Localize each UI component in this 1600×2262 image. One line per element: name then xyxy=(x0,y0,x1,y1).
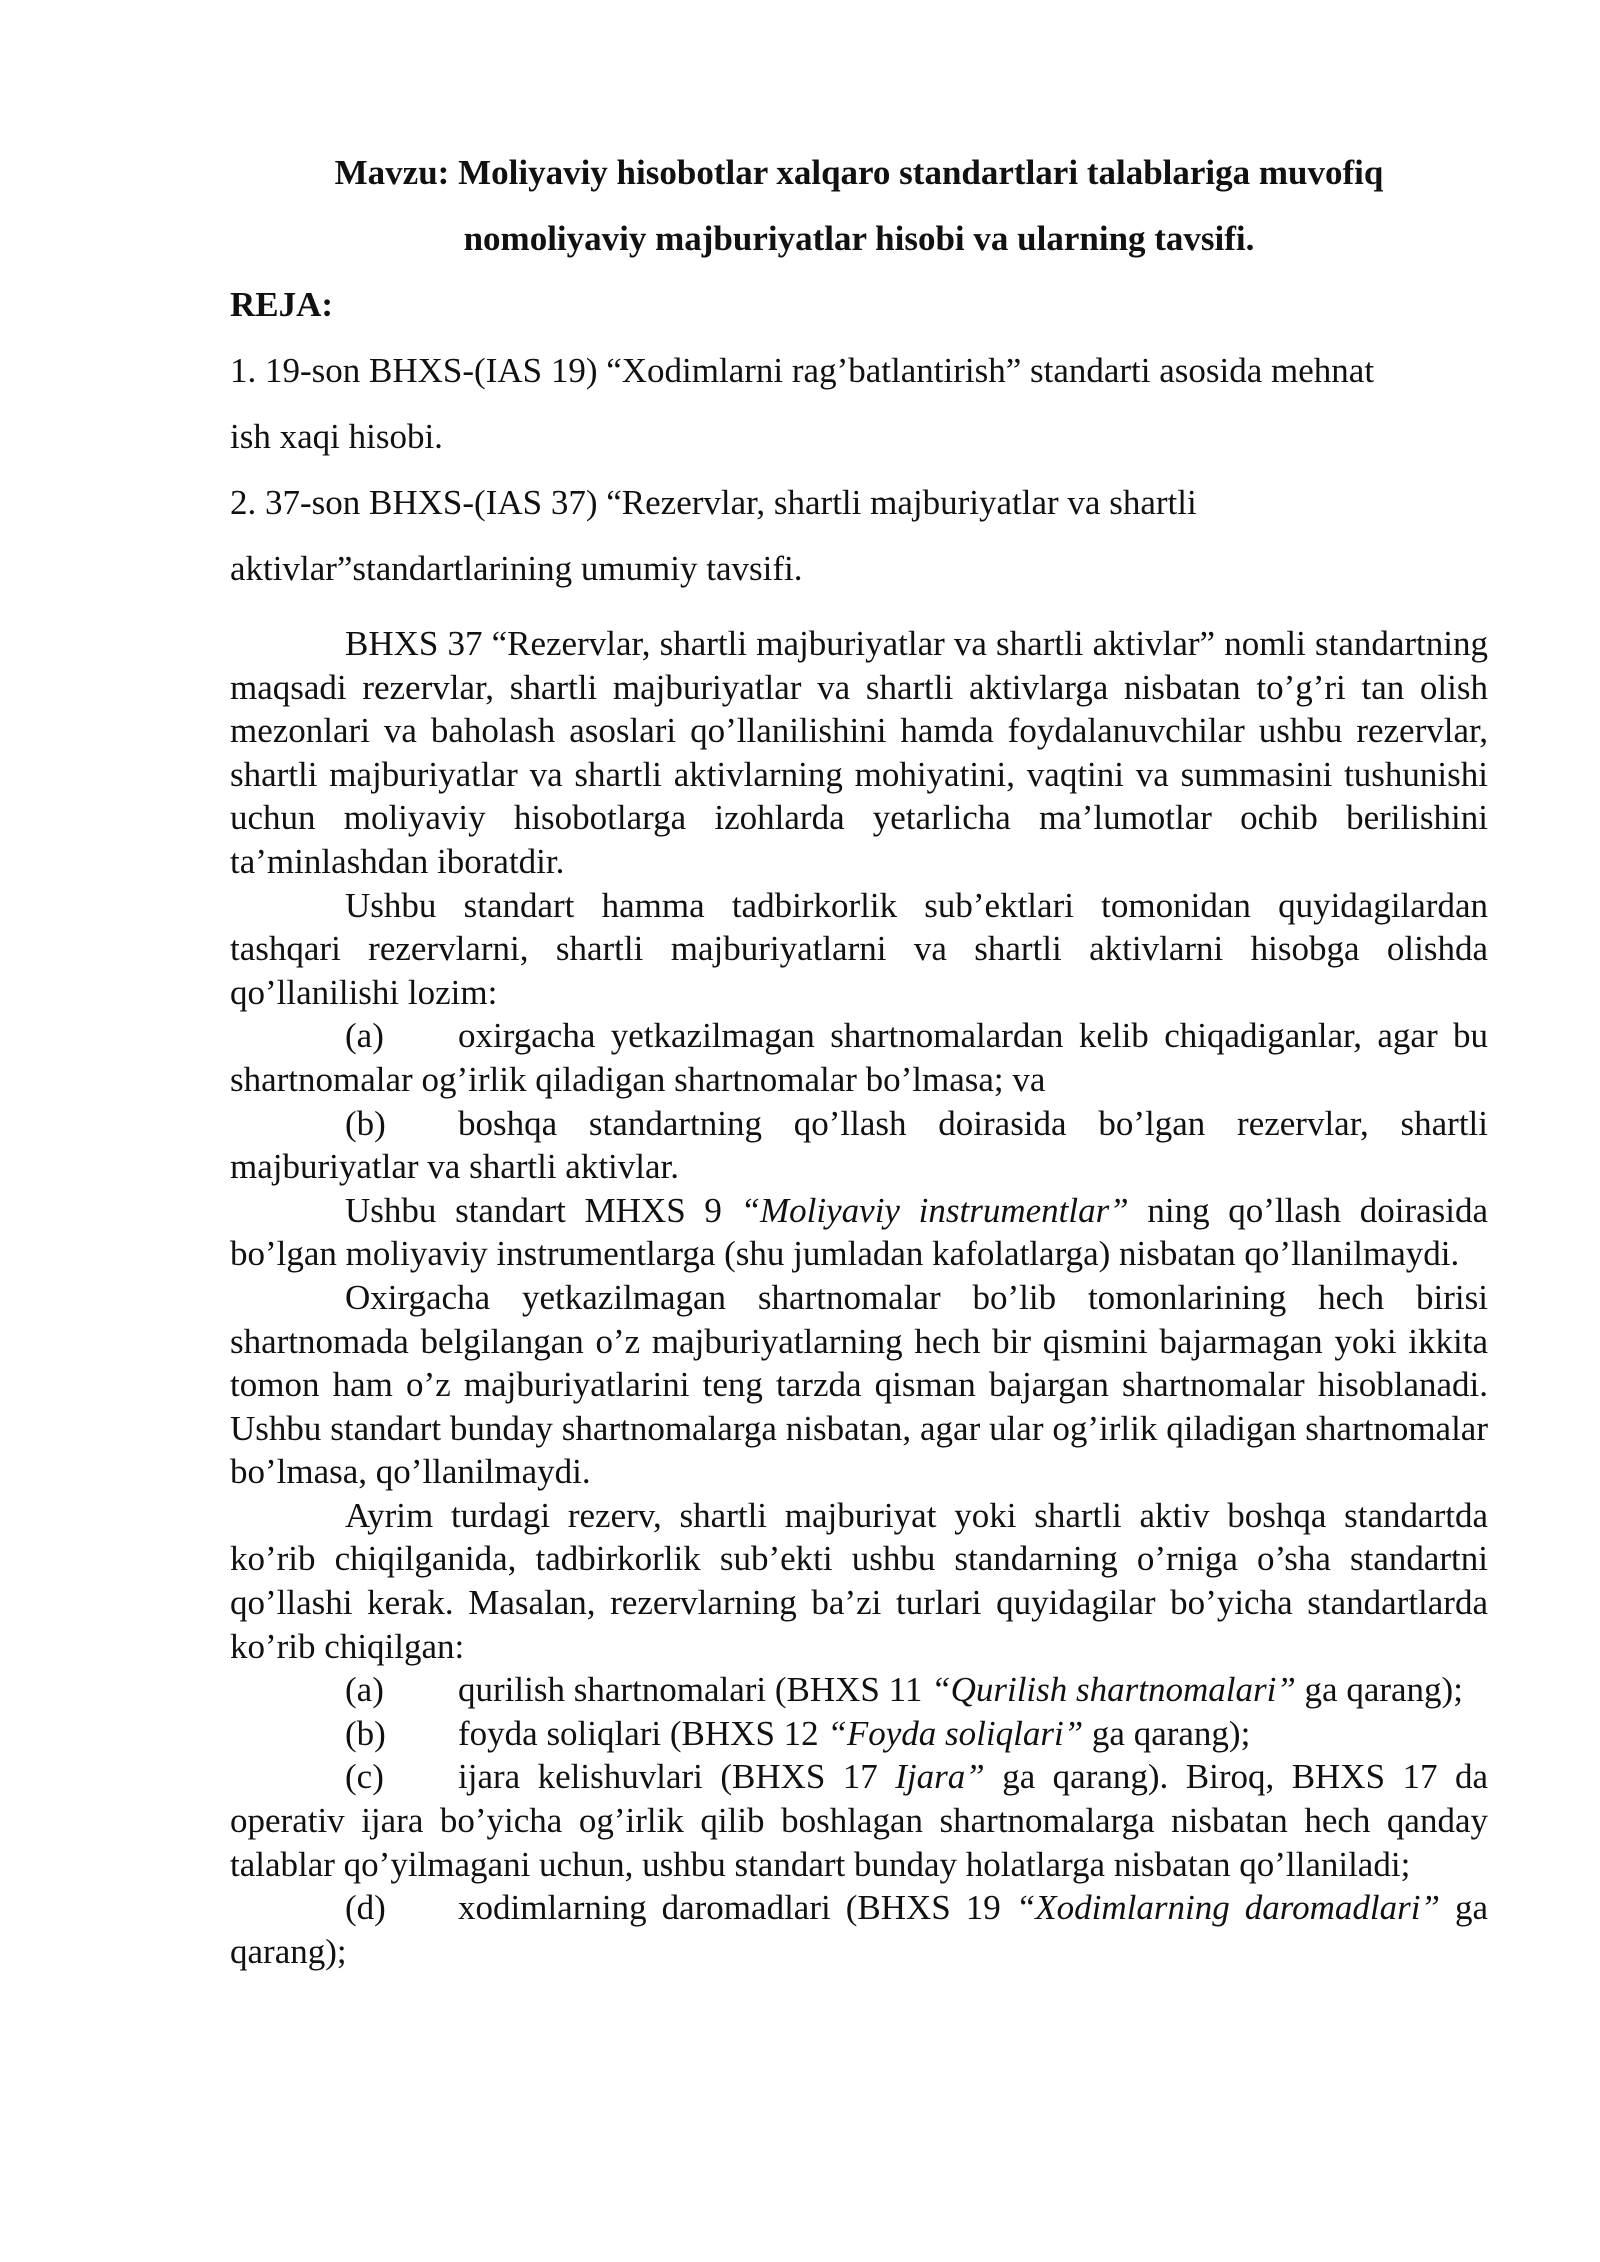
list-marker: (b) xyxy=(345,1103,386,1143)
list-marker: (a) xyxy=(345,1670,384,1710)
text-run: ga qarang); xyxy=(230,1888,1488,1971)
italic-title: “Xodimlarning daromadlari” xyxy=(1015,1888,1440,1928)
plan-item-1-line-2: ish xaqi hisobi. xyxy=(230,417,443,456)
paragraph-1: BHXS 37 “Rezervlar, shartli majburiyatlar va shartli aktivlar” nomli standartning maqsadi rezervlar, shartli majburiyatlar va shartli aktivlarga nisbatan to’g’ri tan olish mezonlari va baholash asoslari qo’llanilishini hamda foydalanuvchilar ushbu rezervlar, shartli majburiyatlar va shartli aktivlarning mohiyatini, vaqtini va summasini tushunishi uchun moliyaviy hisobotlarga izohlarda yetarlicha ma’lumotlar ochib berilishini ta’minlashdan iboratdir. xyxy=(230,624,1488,881)
italic-title: Ijara” xyxy=(895,1757,985,1797)
list-marker: (a) xyxy=(345,1016,384,1056)
list2-item-d xyxy=(230,1886,1488,1973)
italic-title: “Qurilish shartnomalari” xyxy=(931,1670,1296,1710)
list1-item-b xyxy=(230,1102,1488,1189)
plan-heading: REJA: xyxy=(230,285,334,324)
list-marker: (c) xyxy=(345,1757,384,1797)
text-run: xodimlarning daromadlari (BHXS 19 xyxy=(458,1888,1016,1928)
list-item-text: boshqa standartning qo’llash doirasida bo’lgan rezervlar, shartli majburiyatlar va shartli aktivlar. xyxy=(230,1103,1488,1187)
text-run: ijara kelishuvlari (BHXS 17 xyxy=(458,1757,896,1797)
list2-item-a xyxy=(230,1668,1488,1712)
text-run: ga qarang). Biroq, BHXS 17 da operativ ijara bo’yicha og’irlik qilib boshlagan shartnomalarga nisbatan hech qanday talablar qo’yilmagani uchun, ushbu standart bunday holatlarga nisbatan qo’llaniladi; xyxy=(230,1757,1488,1884)
list-marker: (d) xyxy=(345,1888,386,1928)
list2-item-b xyxy=(230,1712,1488,1756)
italic-title: “Foyda soliqlari” xyxy=(827,1713,1084,1753)
plan-item-2-line-2: aktivlar”standartlarining umumiy tavsifi. xyxy=(230,549,803,588)
text-run: foyda soliqlari (BHXS 12 xyxy=(458,1713,828,1753)
document-body xyxy=(230,622,1488,1973)
paragraph-4: Oxirgacha yetkazilmagan shartnomalar bo’lib tomonlarining hech birisi shartnomada belgilangan o’z majburiyatlarning hech bir qismini bajarmagan yoki ikkita tomon ham o’z majburiyatlarini teng tarzda qisman bajargan shartnomalar hisoblanadi. Ushbu standart bunday shartnomalarga nisbatan, agar ular og’irlik qiladigan shartnomalar bo’lmasa, qo’llanilmaydi. xyxy=(230,1277,1488,1492)
list-marker: (b) xyxy=(345,1713,386,1753)
text-run: qurilish shartnomalari (BHXS 11 xyxy=(458,1670,932,1710)
text-run: ga qarang); xyxy=(1083,1713,1251,1753)
paragraph-3 xyxy=(230,1189,1488,1276)
text-run: Ushbu standart MHXS 9 xyxy=(345,1190,741,1230)
plan-item-2-line-1: 2. 37-son BHXS-(IAS 37) “Rezervlar, shartli majburiyatlar va shartli xyxy=(230,483,1197,522)
title-line-2: nomoliyaviy majburiyatlar hisobi va ularning tavsifi. xyxy=(463,219,1255,258)
title-line-1: Mavzu: Moliyaviy hisobotlar xalqaro standartlari talablariga muvofiq xyxy=(334,153,1384,192)
italic-title: “Moliyaviy instrumentlar” xyxy=(740,1190,1129,1230)
text-run: ga qarang); xyxy=(1295,1670,1463,1710)
document-title xyxy=(230,140,1488,272)
plan-section xyxy=(230,272,1488,602)
list1-item-a xyxy=(230,1014,1488,1101)
paragraph-5: Ayrim turdagi rezerv, shartli majburiyat yoki shartli aktiv boshqa standartda ko’rib chiqilganida, tadbirkorlik sub’ekti ushbu standarning o’rniga o’sha standartni qo’llashi kerak. Masalan, rezervlarning ba’zi turlari quyidagilar bo’yicha standartlarda ko’rib chiqilgan: xyxy=(230,1495,1488,1666)
plan-item-1-line-1: 1. 19-son BHXS-(IAS 19) “Xodimlarni rag’batlantirish” standarti asosida mehnat xyxy=(230,351,1375,390)
list2-item-c xyxy=(230,1755,1488,1886)
paragraph-2: Ushbu standart hamma tadbirkorlik sub’ektlari tomonidan quyidagilardan tashqari rezervlarni, shartli majburiyatlarni va shartli aktivlarni hisobga olishda qo’llanilishi lozim: xyxy=(230,885,1488,1012)
text-run: ning qo’llash doirasida bo’lgan moliyaviy instrumentlarga (shu jumladan kafolatlarga) nisbatan qo’llanilmaydi. xyxy=(230,1190,1489,1274)
document-page xyxy=(230,140,1488,1973)
list-item-text: oxirgacha yetkazilmagan shartnomalardan kelib chiqadiganlar, agar bu shartnomalar og’irlik qiladigan shartnomalar bo’lmasa; va xyxy=(230,1016,1488,1099)
